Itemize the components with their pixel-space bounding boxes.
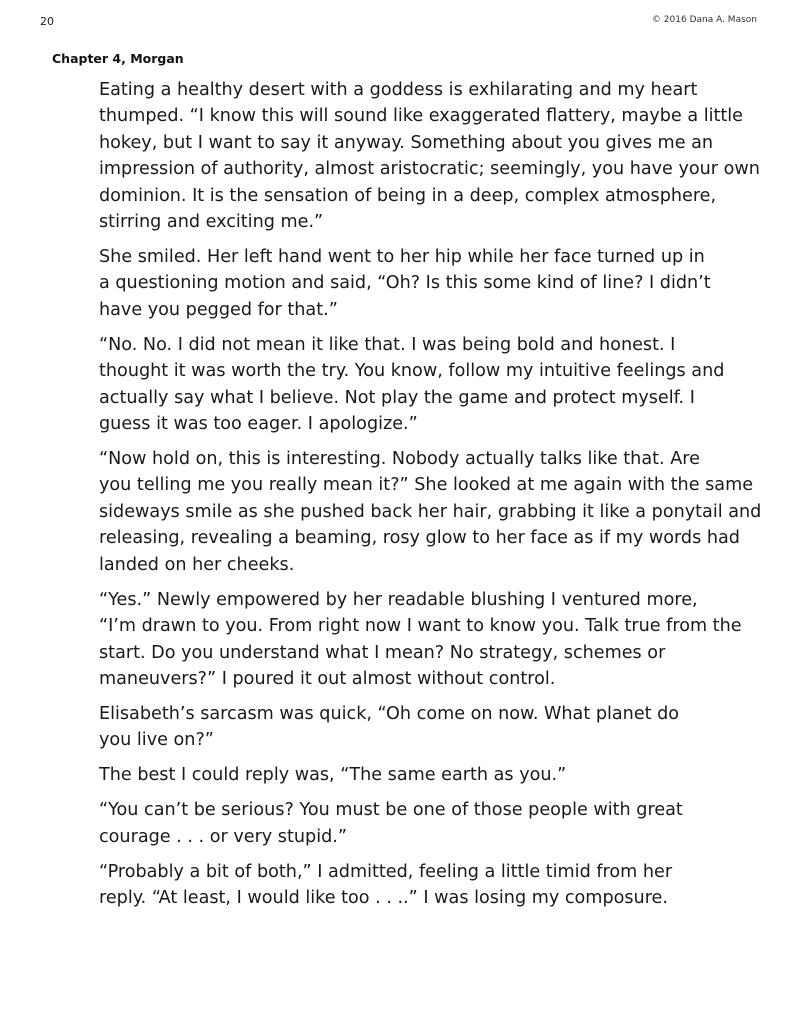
paragraph-line: courage . . . or very stupid.” [99,826,347,847]
paragraph [52,332,752,438]
paragraph-line: “Now hold on, this is interesting. Nobody actually talks like that. Are [99,449,700,470]
paragraph-line: you live on?” [99,730,214,751]
paragraph-line: releasing, revealing a beaming, rosy glow to her face as if my words had [99,528,740,549]
body-text [52,77,762,920]
paragraph-line: Eating a healthy desert with a goddess is exhilarating and my heart [99,80,698,100]
paragraph-line: “Probably a bit of both,” I admitted, feeling a little timid from her [99,861,673,882]
paragraph-line: dominion. It is the sensation of being in a deep, complex atmosphere, [99,185,717,206]
paragraph [52,859,752,912]
paragraph [52,762,752,788]
paragraph-line: reply. “At least, I would like too . . ..” I was losing my composure. [99,888,668,909]
paragraph-line: “Yes.” Newly empowered by her readable blushing I ventured more, [99,589,698,610]
paragraph-line: a questioning motion and said, “Oh? Is this some kind of line? I didn’t [99,273,711,294]
paragraph [52,77,760,235]
paragraph-line: Elisabeth’s sarcasm was quick, “Oh come on now. What planet do [99,703,680,724]
paragraph-line: sideways smile as she pushed back her hair, grabbing it like a ponytail and [99,501,762,522]
paragraph [52,587,752,693]
paragraph-line: landed on her cheeks. [99,554,295,575]
page-number: 20 [40,15,54,28]
paragraph-line: impression of authority, almost aristocratic; seemingly, you have your own [99,159,760,180]
paragraph [52,244,752,323]
paragraph-line: have you pegged for that.” [99,299,338,320]
paragraph-line: thought it was worth the try. You know, follow my intuitive feelings and [99,361,725,382]
paragraph-line: “You can’t be serious? You must be one of those people with great [99,800,683,821]
paragraph-line: The best I could reply was, “The same earth as you.” [99,765,567,786]
paragraph-line: “No. No. I did not mean it like that. I was being bold and honest. I [99,334,676,355]
chapter-heading: Chapter 4, Morgan [52,51,184,66]
paragraph-line: maneuvers?” I poured it out almost without control. [99,668,556,689]
paragraph-line: “I’m drawn to you. From right now I want to know you. Talk true from the [99,616,742,637]
paragraph [52,797,752,850]
paragraph-line: thumped. “I know this will sound like exaggerated flattery, maybe a little [99,106,744,127]
paragraph-line: actually say what I believe. Not play the game and protect myself. I [99,387,695,408]
paragraph-line: guess it was too eager. I apologize.” [99,414,418,435]
paragraph-line: She smiled. Her left hand went to her hip while her face turned up in [99,247,705,268]
paragraph [52,701,752,754]
paragraph-line: you telling me you really mean it?” She looked at me again with the same [99,475,754,496]
paragraph-line: start. Do you understand what I mean? No strategy, schemes or [99,642,666,663]
paragraph-line: hokey, but I want to say it anyway. Something about you gives me an [99,132,714,153]
paragraph-line: stirring and exciting me.” [99,212,324,233]
paragraph [52,446,762,578]
copyright-notice: © 2016 Dana A. Mason [651,15,757,25]
